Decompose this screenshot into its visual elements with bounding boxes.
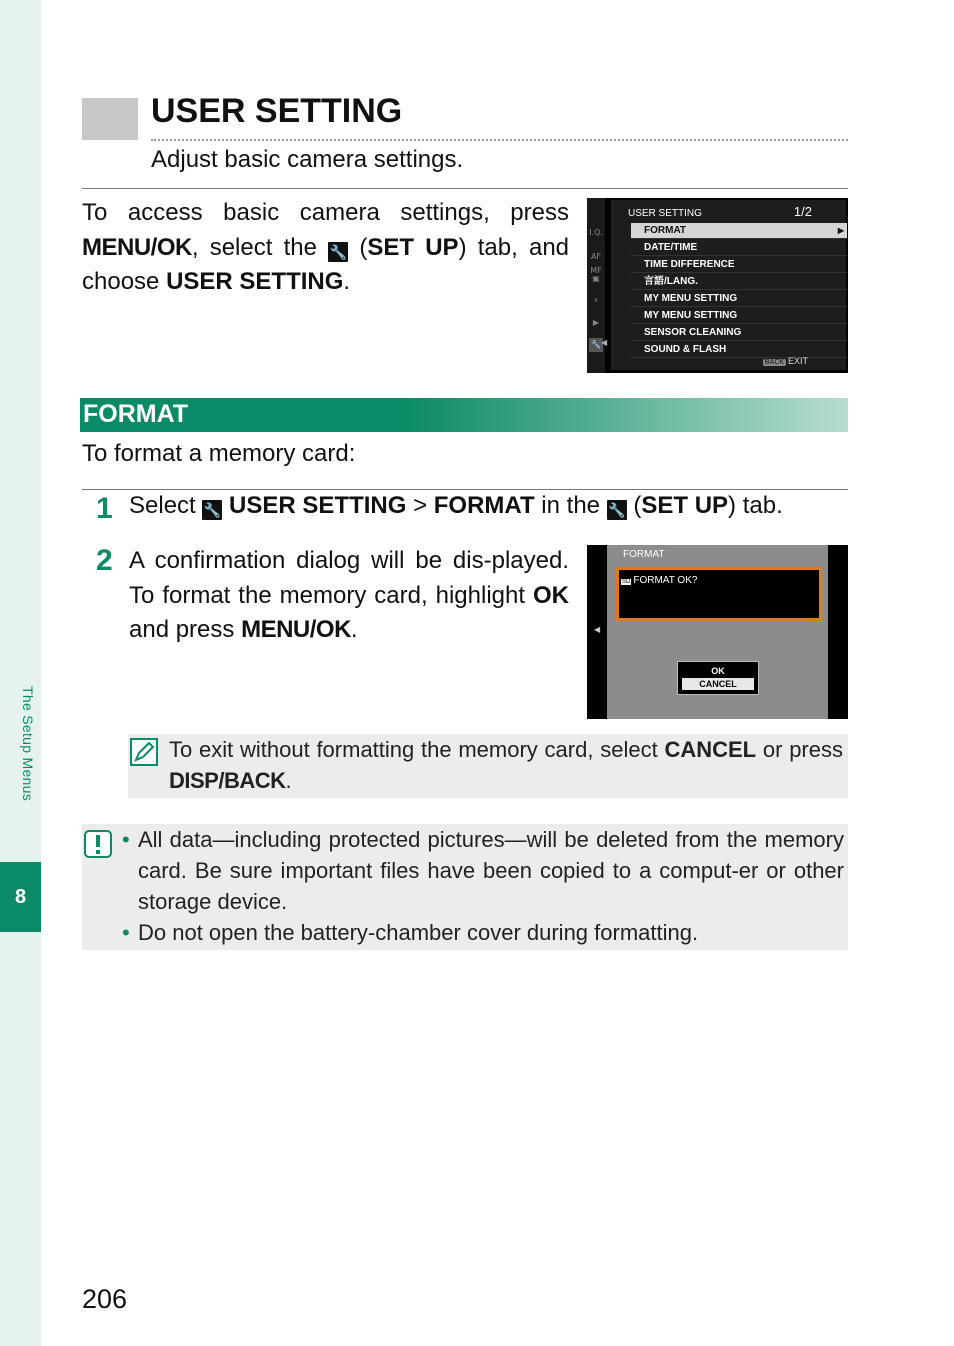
step-text: Select <box>129 492 203 519</box>
note-text-part: . <box>285 768 292 793</box>
user-setting-name: USER SETTING <box>229 492 407 519</box>
step-1-text <box>129 492 783 520</box>
divider <box>82 489 848 490</box>
left-arrow-icon: ◀ <box>601 338 608 347</box>
pencil-note-icon <box>130 738 158 766</box>
ok-button[interactable]: OK <box>682 665 754 677</box>
menu-item-sound-flash[interactable]: SOUND & FLASH <box>631 342 847 358</box>
left-arrow-icon: ◀ <box>594 625 601 634</box>
step-text: in the <box>534 492 607 519</box>
ok-name: OK <box>533 581 569 609</box>
step-number: 2 <box>96 544 113 577</box>
warning-list <box>122 824 844 948</box>
step-text: > <box>406 492 434 519</box>
menu-item-label: FORMAT <box>644 225 687 236</box>
page-subtitle: Adjust basic camera settings. <box>151 146 464 173</box>
iq-tab-icon: I.Q. <box>589 228 603 237</box>
warning-box <box>82 824 848 950</box>
page-title: USER SETTING <box>151 92 403 130</box>
menu-item-date-time[interactable]: DATE/TIME <box>631 240 847 256</box>
note-box <box>128 734 848 798</box>
cancel-button[interactable]: CANCEL <box>682 678 754 690</box>
dialog-buttons <box>677 661 759 695</box>
af-mf-tab-icon: AF MF <box>590 252 602 275</box>
wrench-icon: 🔧 <box>607 502 626 518</box>
cancel-name: CANCEL <box>664 737 757 762</box>
step-text: and press <box>129 616 242 643</box>
intro-text: To access basic camera settings, press <box>82 199 569 226</box>
wrench-icon: 🔧 <box>589 338 603 352</box>
wrench-icon: 🔧 <box>329 243 347 260</box>
sd-card-icon: SD <box>622 579 631 585</box>
movie-tab-icon: ▶ <box>592 318 600 327</box>
exit-label: EXIT <box>787 356 808 366</box>
section-label: The Setup Menus <box>20 686 36 802</box>
menu-item-language[interactable]: 言語/LANG. <box>631 274 847 290</box>
intro-paragraph <box>82 196 569 300</box>
back-key: BACK <box>764 359 784 366</box>
flash-tab-icon: ⚡ <box>593 296 599 305</box>
menu-title: USER SETTING <box>628 208 702 219</box>
setup-tab-name: SET UP <box>367 233 459 261</box>
setup-tab-name: SET UP <box>641 492 729 519</box>
page-number: 206 <box>82 1284 128 1314</box>
caution-icon <box>84 830 112 858</box>
note-text <box>169 734 843 796</box>
step-text: ( <box>626 492 642 519</box>
menu-panel <box>611 200 846 370</box>
intro-text: , select the <box>191 233 329 261</box>
menu-item-sensor-cleaning[interactable]: SENSOR CLEANING <box>631 325 847 341</box>
chevron-right-icon: ▶ <box>837 226 844 235</box>
camera-format-dialog-screen <box>587 545 848 719</box>
step-2-text <box>129 544 569 648</box>
note-text-part: or press <box>756 737 843 762</box>
dialog-title: FORMAT <box>623 549 665 560</box>
dialog-message <box>621 575 697 586</box>
warning-item: • All data—including protected pictures—will be deleted from the memory card. Be sure important files have been copied to a comput-er or other storage device. <box>122 824 844 917</box>
step-number: 1 <box>96 492 113 525</box>
wrench-icon: 🔧 <box>203 502 222 518</box>
format-title: FORMAT <box>83 400 189 428</box>
menu-item-time-difference[interactable]: TIME DIFFERENCE <box>631 257 847 273</box>
menu-ok-key: MENU/OK <box>241 616 351 643</box>
intro-text: ( <box>348 233 368 261</box>
exit-hint <box>763 356 808 366</box>
menu-page-number: 1/2 <box>793 204 812 219</box>
dialog-background <box>607 545 828 719</box>
menu-item-format[interactable] <box>631 223 847 239</box>
menu-item-my-menu-movie[interactable]: MY MENU SETTING <box>631 308 847 324</box>
menu-ok-key: MENU/OK <box>82 233 192 261</box>
disp-back-key: DISP/BACK <box>169 768 286 793</box>
note-text-part: To exit without formatting the memory card, select <box>169 737 665 762</box>
step-text: ) tab. <box>728 492 783 519</box>
dotted-divider <box>151 139 848 141</box>
format-section-header <box>80 398 848 432</box>
intro-text: . <box>343 268 351 295</box>
title-marker <box>82 98 138 140</box>
divider <box>82 188 848 189</box>
user-setting-name: USER SETTING <box>166 268 344 295</box>
intro-text: ) tab, and choose <box>82 233 570 295</box>
format-intro: To format a memory card: <box>82 440 356 467</box>
format-name: FORMAT <box>433 492 535 519</box>
warning-item: • Do not open the battery-chamber cover during formatting. <box>122 917 844 948</box>
camera-tab-icon: ▣ <box>592 274 600 283</box>
step-text: . <box>350 616 358 643</box>
step-text: A confirmation dialog will be dis-played. To format the memory card, highlight <box>129 547 569 609</box>
camera-menu-screen <box>587 198 848 373</box>
sidebar <box>0 0 41 1346</box>
chapter-tab: 8 <box>0 862 41 932</box>
menu-item-my-menu-still[interactable]: MY MENU SETTING <box>631 291 847 307</box>
confirmation-dialog <box>616 567 822 621</box>
dialog-message-text: FORMAT OK? <box>633 575 698 586</box>
